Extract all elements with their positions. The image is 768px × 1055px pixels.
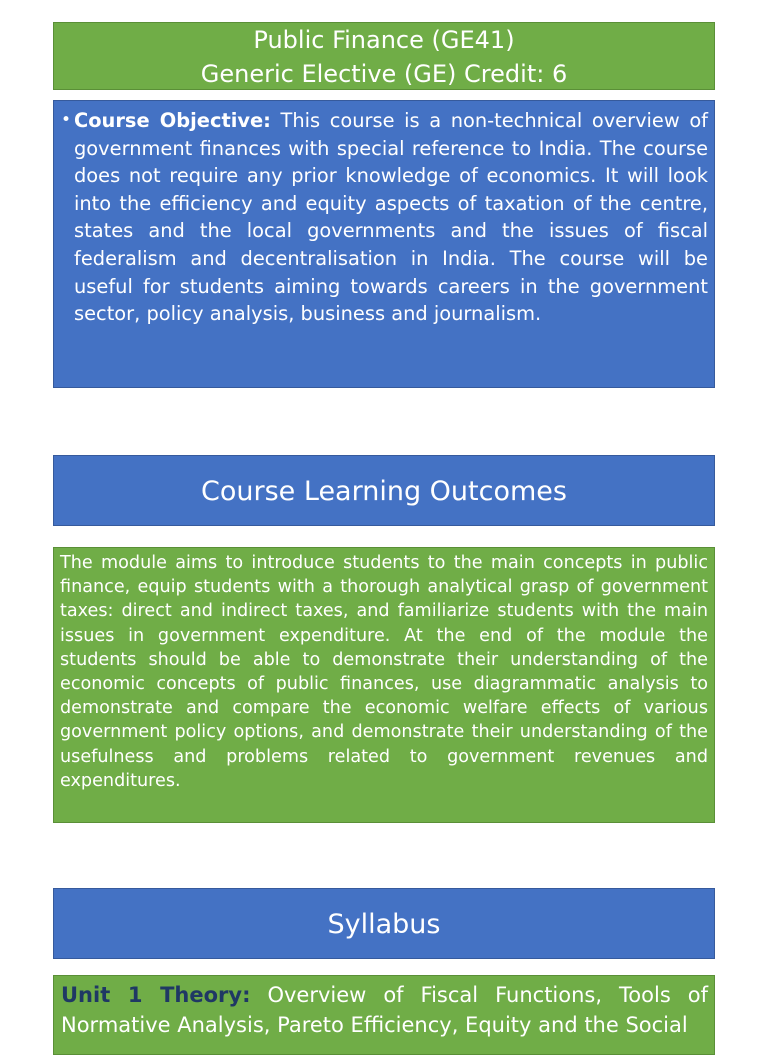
unit-1-text: Overview of Fiscal Functions, Tools of Normative Analysis, Pareto Efficiency, Equity and the Social [61,983,708,1037]
unit-1-label: Unit 1 Theory: [61,983,251,1007]
learning-outcomes-heading: Course Learning Outcomes [53,455,715,526]
objective-bullet-item [61,107,708,328]
learning-outcomes-text: The module aims to introduce students to the main concepts in public finance, equip students with a thorough analytical grasp of government taxes: direct and indirect taxes, and familiarize students with the main issues in government expenditure. At the end of the module the students should be able to demonstrate their understanding of the economic concepts of public finances, use diagrammatic analysis to demonstrate and compare the economic welfare effects of various government policy options, and demonstrate their understanding of the usefulness and problems related to government revenues and expenditures. [53,547,715,823]
objective-paragraph [74,107,708,328]
course-credit-line: Generic Elective (GE) Credit: 6 [200,60,568,88]
syllabus-heading: Syllabus [53,888,715,959]
objective-text: This course is a non-technical overview of government finances with special reference to India. The course does not require any prior knowledge of economics. It will look into the efficiency and equity aspects of taxation of the centre, states and the local governments and the issues of fiscal federalism and decentralisation in India. The course will be useful for students aiming towards careers in the government sector, policy analysis, business and journalism. [74,109,709,326]
course-title-box [53,22,715,90]
bullet-icon: • [61,110,72,130]
syllabus-unit-1 [53,975,715,1055]
course-title: Public Finance (GE41) [253,26,515,54]
objective-label: Course Objective: [74,109,271,132]
course-objective-box [53,100,715,388]
